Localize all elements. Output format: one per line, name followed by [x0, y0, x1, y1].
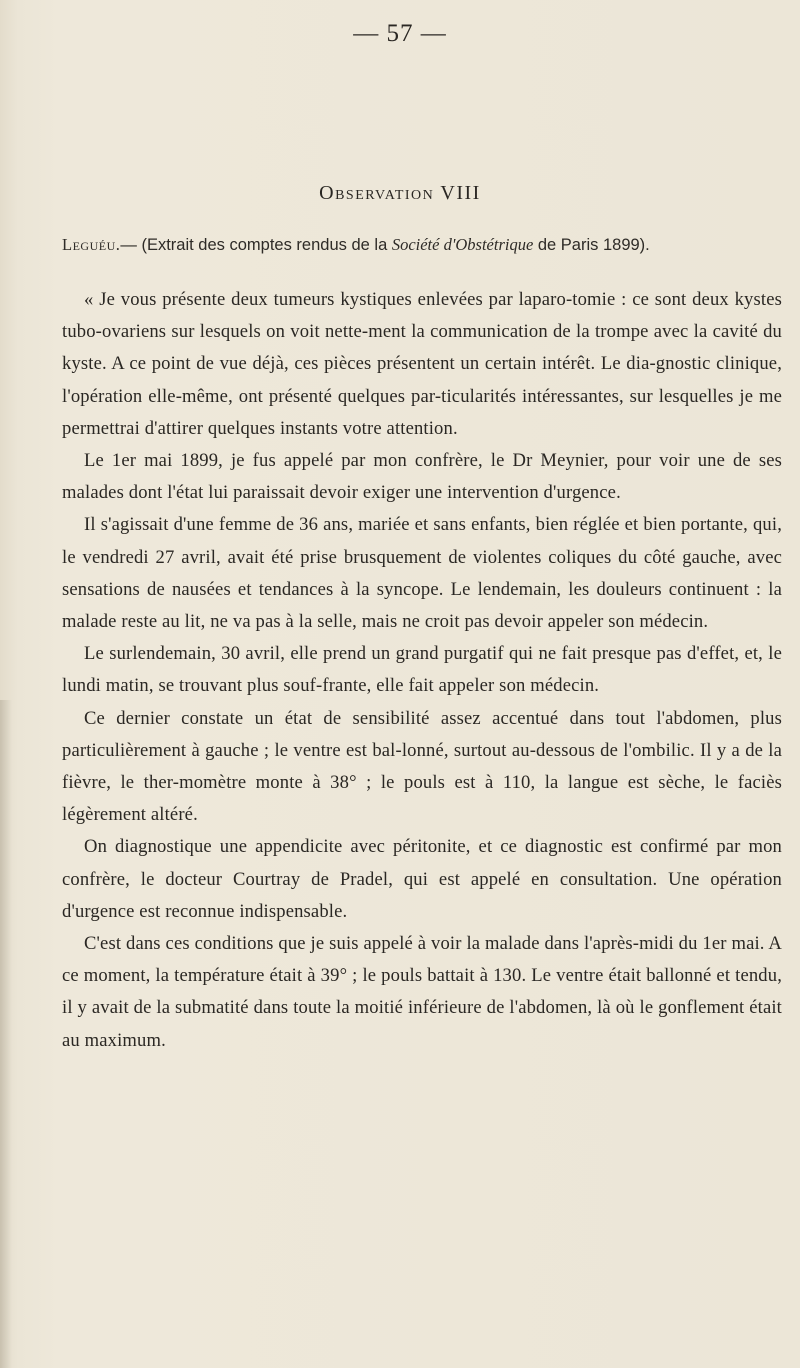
paragraph-6: On diagnostique une appendicite avec péritonite, et ce diagnostic est confirmé par mon confrère, le docteur Courtray de Pradel, qui est appelé en consultation. Une opération d'urgence est reconnue indispensable.	[62, 836, 782, 922]
journal-name: Société d'Obstétrique	[391, 235, 534, 254]
observation-heading: Observation VIII	[319, 182, 481, 204]
paragraph-3: Il s'agissait d'une femme de 36 ans, mariée et sans enfants, bien réglée et bien portante, qui, le vendredi 27 avril, avait été prise brusquement de violentes coliques du côté gauche, avec sensations de nausées et tendances à la syncope. Le lendemain, les douleurs continuent : la malade reste au lit, ne va pas à la selle, mais ne croit pas devoir appeler son médecin.	[62, 514, 782, 633]
page-number: — 57 —	[353, 20, 447, 47]
author-name: Leguéu.	[62, 235, 121, 254]
paragraph-2: Le 1er mai 1899, je fus appelé par mon confrère, le Dr Meynier, pour voir une de ses malades dont l'état lui paraissait devoir exiger une intervention d'urgence.	[62, 450, 782, 504]
binding-shadow	[0, 700, 12, 1368]
paragraph-4: Le surlendemain, 30 avril, elle prend un grand purgatif qui ne fait presque pas d'effet, et, le lundi matin, se trouvant plus souf-frante, elle fait appeler son médecin.	[62, 643, 782, 697]
paragraph-7: C'est dans ces conditions que je suis appelé à voir la malade dans l'après-midi du 1er mai. A ce moment, la température était à 39° ; le pouls battait à 130. Le ventre était ballonné et tendu, il y avait de la submatité dans toute la moitié inférieure de l'abdomen, là où le gonflement était au maximum.	[62, 933, 782, 1051]
citation-prefix: — (Extrait des comptes rendus de la	[120, 236, 392, 254]
citation-suffix: de Paris 1899).	[533, 236, 650, 254]
paragraph-1: « Je vous présente deux tumeurs kystiques enlevées par laparo-tomie : ce sont deux kystes tubo-ovariens sur lesquels on voit nette-ment la communication de la trompe avec la cavité du kyste. A ce point de vue déjà, ces pièces présentent un certain intérêt. Le dia-gnostic clinique, l'opération elle-même, ont présenté quelques par-ticularités intéressantes, sur lesquelles je me permettrai d'attirer quelques instants votre attention.	[62, 289, 782, 439]
source-citation	[62, 235, 782, 255]
body-text	[62, 284, 782, 1057]
paragraph-5: Ce dernier constate un état de sensibilité assez accentué dans tout l'abdomen, plus particulièrement à gauche ; le ventre est bal-lonné, surtout au-dessous de l'ombilic. Il y a de la fièvre, le ther-momètre monte à 38° ; le pouls est à 110, la langue est sèche, le faciès légèrement altéré.	[62, 707, 782, 826]
